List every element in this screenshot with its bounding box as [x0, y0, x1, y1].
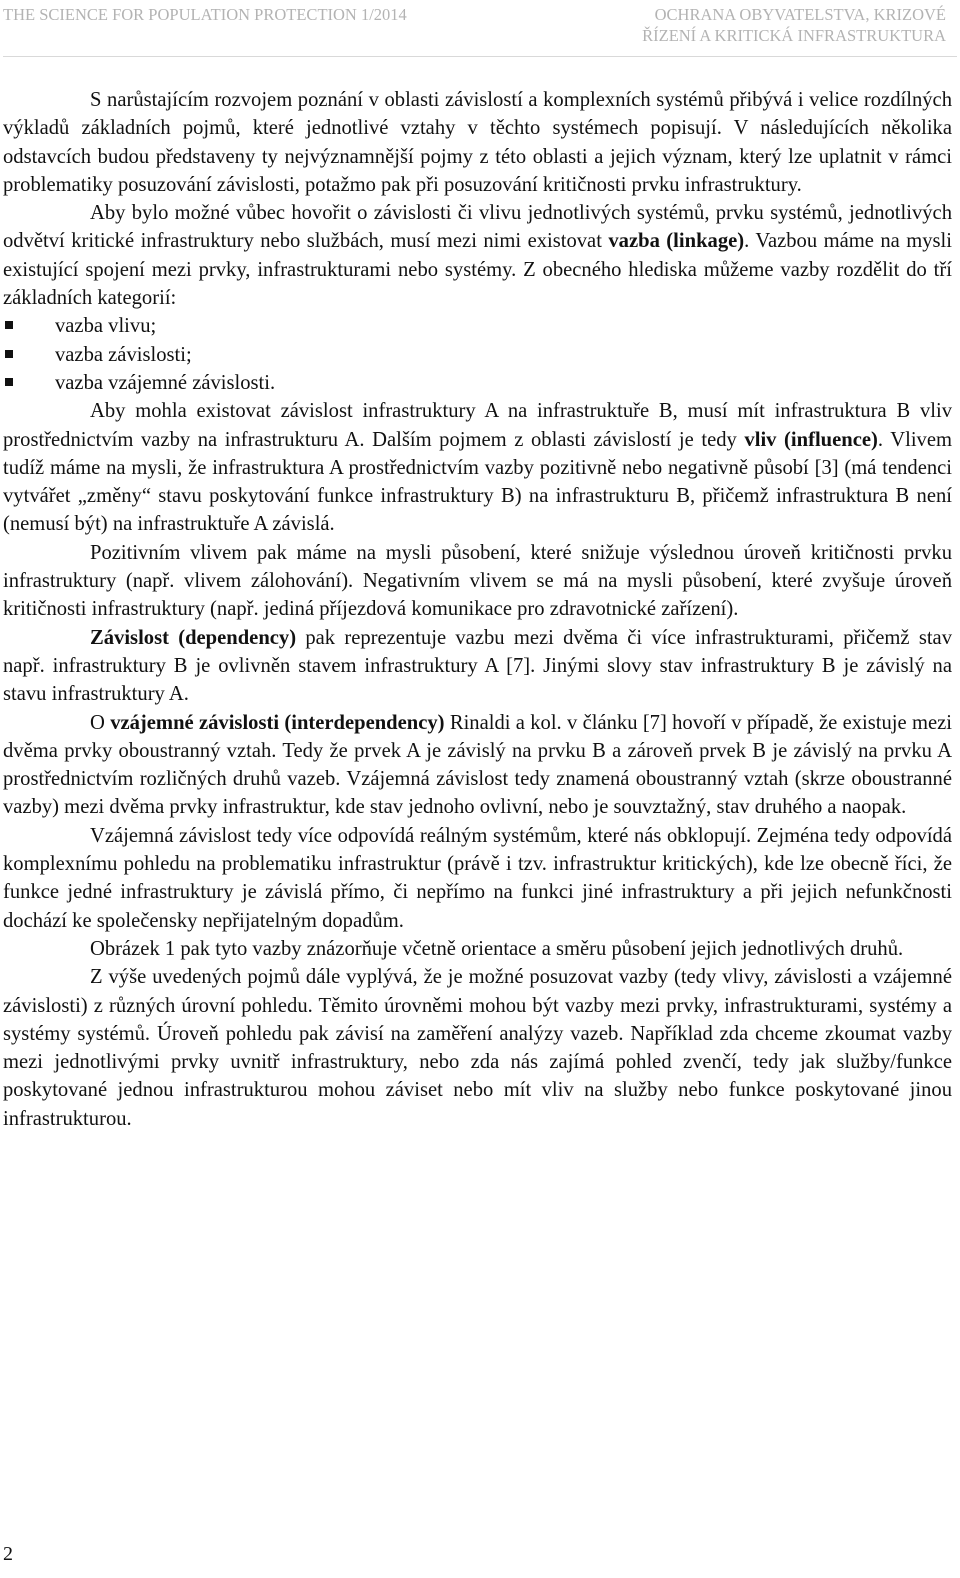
bullet-square-icon: [5, 321, 13, 329]
list-item: [3, 312, 952, 340]
journal-title: THE SCIENCE FOR POPULATION PROTECTION 1/2014: [3, 5, 407, 24]
paragraph-dependency-text: pak reprezentuje vazbu mezi dvěma či více infrastrukturami, přičemž stav např. infrastruktury B je ovlivněn stavem infrastruktury A [7]. Jinými slovy stav infrastruktury B je závislý na stavu infrastruktury A.: [3, 626, 952, 706]
header-divider: [3, 56, 957, 57]
paragraph-levels: Z výše uvedených pojmů dále vyplývá, že je možné posuzovat vazby (tedy vlivy, závislosti a vzájemné závislosti) z různých úrovní pohledu. Těmito úrovněmi mohou být vazby mezi prvky, infrastrukturami, systémy a systémy systémů. Úroveň pohledu pak závisí na zaměření analýzy vazeb. Například zda chceme zkoumat vazby mezi jednotlivými prvky uvnitř infrastruktury, nebo zda nás zajímá pohled zvenčí, tedy jak služby/funkce poskytované jednou infrastrukturou mohou záviset nebo mít vliv na služby nebo funkce poskytované jinou infrastrukturou.: [3, 966, 952, 1130]
paragraph-figure-reference: Obrázek 1 pak tyto vazby znázorňuje včetně orientace a směru působení jejich jednotlivých druhů.: [90, 937, 904, 960]
paragraph-interdependency-text-2: Rinaldi a kol. v článku [7] hovoří v případě, že existuje mezi dvěma prvky oboustranný vztah. Tedy že prvek A je závislý na prvku B a zároveň prvek B je závislý na prvku A prostřednictvím rozličných druhů vazeb. Vzájemná závislost tedy znamená oboustranný vztah (skrze oboustranné vazby) mezi dvěma prvky infrastruktur, kde stav jednoho ovlivní, nebo je souvztažný, stav druhého a naopak.: [3, 711, 952, 819]
term-linkage: vazba (linkage): [608, 230, 745, 253]
paragraph-real-systems: Vzájemná závislost tedy více odpovídá reálným systémům, které nás obklopují. Zejména tedy odpovídá komplexnímu pohledu na problematiku infrastruktur (právě i tzv. infrastruktur kritických), kde lze obecně říci, že funkce jedné infrastruktury je závislá přímo, či nepřímo na funkci jiné infrastruktury a při jejich nefunkčnosti dochází ke společensky nepřijatelným dopadům.: [3, 824, 952, 932]
journal-subtitle-line-2: ŘÍZENÍ A KRITICKÁ INFRASTRUKTURA: [642, 26, 946, 45]
journal-subtitle: [642, 4, 946, 46]
list-item-label: vazba vlivu;: [55, 315, 157, 338]
paragraph-influence-text-1: Aby mohla existovat závislost infrastruktury A na infrastruktuře B, musí mít infrastruktura B vliv prostřednictvím vazby na infrastrukturu A. Dalším pojmem z oblasti závislostí je tedy: [3, 400, 952, 451]
list-item-label: vazba vzájemné závislosti.: [55, 371, 276, 394]
journal-subtitle-line-1: OCHRANA OBYVATELSTVA, KRIZOVÉ: [654, 5, 946, 24]
paragraph-linkage-text-2: . Vazbou máme na mysli existující spojení mezi prvky, infrastrukturami nebo systémy. Z obecného hlediska můžeme vazby rozdělit do tří základních kategorií:: [3, 230, 952, 310]
article-body: [3, 86, 952, 1133]
linkage-categories-list: [3, 312, 952, 397]
list-item: [3, 369, 952, 397]
paragraph-intro: S narůstajícím rozvojem poznání v oblasti závislostí a komplexních systémů přibývá i velice rozdílných výkladů základních pojmů, které jednotlivé vztahy v těchto systémech popisují. V následujících několika odstavcích budou představeny ty nejvýznamnější pojmy z této oblasti a jejich význam, který lze uplatnit v rámci problematiky posuzování závislosti, potažmo pak při posuzování kritičnosti prvku infrastruktury.: [3, 89, 952, 196]
paragraph-influence: [3, 397, 952, 538]
paragraph-influence-text-2: . Vlivem tudíž máme na mysli, že infrastruktura A prostřednictvím vazby pozitivně nebo negativně působí [3] (má tendenci vytvářet „změny“ stavu poskytování funkce infrastruktury B) na infrastrukturu B, přičemž infrastruktura B není (nemusí být) na infrastruktuře A závislá.: [3, 428, 953, 536]
term-influence: vliv (influence): [744, 428, 878, 451]
paragraph-dependency: [3, 624, 952, 709]
term-interdependency: vzájemné závislosti (interdependency): [110, 711, 445, 734]
paragraph-linkage-text-1: Aby bylo možné vůbec hovořit o závislosti či vlivu jednotlivých systémů, prvku systémů, jednotlivých odvětví kritické infrastruktury nebo službách, musí mezi nimi existovat: [3, 202, 952, 253]
bullet-square-icon: [5, 378, 13, 386]
term-dependency: Závislost (dependency): [90, 626, 297, 649]
running-header: [3, 3, 946, 53]
paragraph-interdependency-text-1: O: [90, 711, 111, 734]
list-item-label: vazba závislosti;: [55, 343, 192, 366]
list-item: [3, 341, 952, 369]
paragraph-positive-negative: Pozitivním vlivem pak máme na mysli působení, které snižuje výslednou úroveň kritičnosti prvku infrastruktury (např. vlivem zálohování). Negativním vlivem se má na mysli působení, které zvyšuje úroveň kritičnosti infrastruktury (např. jediná příjezdová komunikace pro zdravotnické zařízení).: [3, 541, 952, 621]
page-number: 2: [3, 1543, 13, 1565]
paragraph-linkage: [3, 199, 952, 312]
paragraph-interdependency: [3, 709, 952, 822]
bullet-square-icon: [5, 350, 13, 358]
